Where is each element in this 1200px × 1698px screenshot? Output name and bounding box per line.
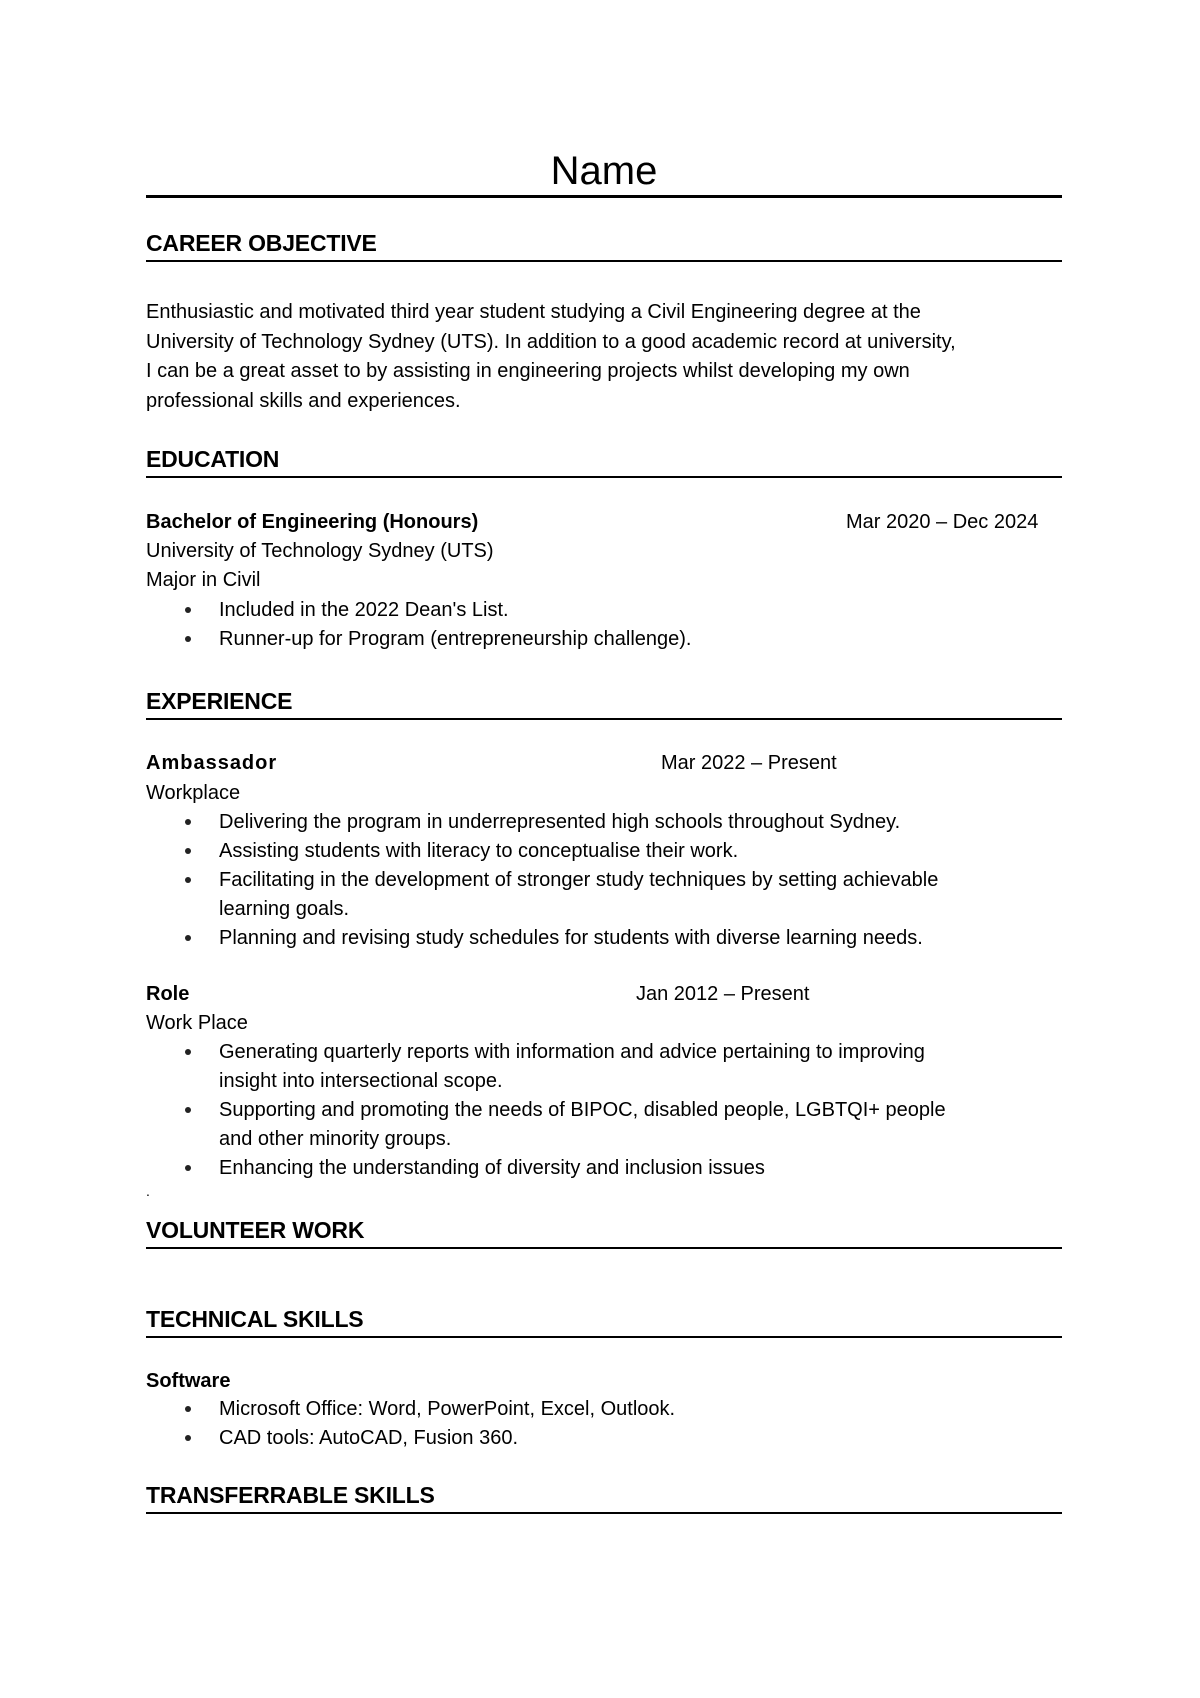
- career-objective-text: [146, 298, 1066, 416]
- transferrable-skills-heading: TRANSFERRABLE SKILLS: [146, 1482, 435, 1508]
- institution-name: University of Technology Sydney (UTS): [146, 540, 494, 562]
- job-bullet-continuation: learning goals.: [219, 898, 350, 920]
- technical-skills-divider: [146, 1336, 1062, 1338]
- education-bullet: Included in the 2022 Dean's List.: [219, 599, 509, 621]
- bullet-icon: [185, 1406, 191, 1412]
- bullet-icon: [185, 1435, 191, 1441]
- skill-bullet: CAD tools: AutoCAD, Fusion 360.: [219, 1427, 519, 1449]
- bullet-icon: [185, 1107, 191, 1113]
- career-objective-divider: [146, 260, 1062, 262]
- job-org: Work Place: [146, 1012, 248, 1034]
- objective-line: University of Technology Sydney (UTS). In addition to a good academic record at university,: [146, 330, 956, 353]
- job-bullet-continuation: insight into intersectional scope.: [219, 1070, 503, 1092]
- objective-line: I can be a great asset to by assisting in engineering projects whilst developing my own: [146, 360, 910, 382]
- job-dates: Jan 2012 – Present: [636, 983, 810, 1005]
- resume-name: Name: [550, 149, 658, 193]
- job-org: Workplace: [146, 782, 241, 804]
- job-bullet: Generating quarterly reports with information and advice pertaining to improving: [219, 1041, 925, 1063]
- bullet-icon: [185, 848, 191, 854]
- volunteer-divider: [146, 1247, 1062, 1249]
- education-heading: EDUCATION: [146, 446, 280, 472]
- bullet-icon: [185, 607, 191, 613]
- trailing-period: .: [146, 1183, 150, 1199]
- job-bullet: Enhancing the understanding of diversity and inclusion issues: [219, 1157, 765, 1179]
- objective-line: professional skills and experiences.: [146, 389, 461, 412]
- degree-title: Bachelor of Engineering (Honours): [146, 511, 479, 533]
- career-objective-heading: CAREER OBJECTIVE: [146, 230, 377, 256]
- experience-divider: [146, 718, 1062, 720]
- bullet-icon: [185, 935, 191, 941]
- job-bullet: Assisting students with literacy to conceptualise their work.: [219, 840, 739, 862]
- education-major: Major in Civil: [146, 569, 261, 591]
- skills-subheading: Software: [146, 1370, 231, 1392]
- experience-heading: EXPERIENCE: [146, 688, 293, 714]
- job-bullet: Facilitating in the development of stronger study techniques by setting achievable: [219, 869, 939, 891]
- job-title: Ambassador: [146, 752, 278, 774]
- bullet-icon: [185, 819, 191, 825]
- job-bullet: Delivering the program in underrepresented high schools throughout Sydney.: [219, 811, 901, 833]
- education-dates: Mar 2020 – Dec 2024: [846, 511, 1039, 533]
- skill-bullet: Microsoft Office: Word, PowerPoint, Excel, Outlook.: [219, 1398, 676, 1420]
- job-bullet-continuation: and other minority groups.: [219, 1128, 452, 1150]
- education-divider: [146, 476, 1062, 478]
- transferrable-skills-divider: [146, 1512, 1062, 1514]
- job-bullet: Planning and revising study schedules for students with diverse learning needs.: [219, 927, 923, 949]
- bullet-icon: [185, 1049, 191, 1055]
- job-bullet: Supporting and promoting the needs of BIPOC, disabled people, LGBTQI+ people: [219, 1099, 946, 1121]
- objective-line: Enthusiastic and motivated third year student studying a Civil Engineering degree at the: [146, 301, 921, 323]
- bullet-icon: [185, 877, 191, 883]
- job-dates: Mar 2022 – Present: [661, 752, 837, 774]
- technical-skills-heading: TECHNICAL SKILLS: [146, 1306, 364, 1332]
- job-title: Role: [146, 983, 190, 1005]
- bullet-icon: [185, 636, 191, 642]
- bullet-icon: [185, 1165, 191, 1171]
- name-divider: [146, 195, 1062, 198]
- education-bullet: Runner-up for Program (entrepreneurship challenge).: [219, 628, 692, 650]
- volunteer-heading: VOLUNTEER WORK: [146, 1217, 365, 1243]
